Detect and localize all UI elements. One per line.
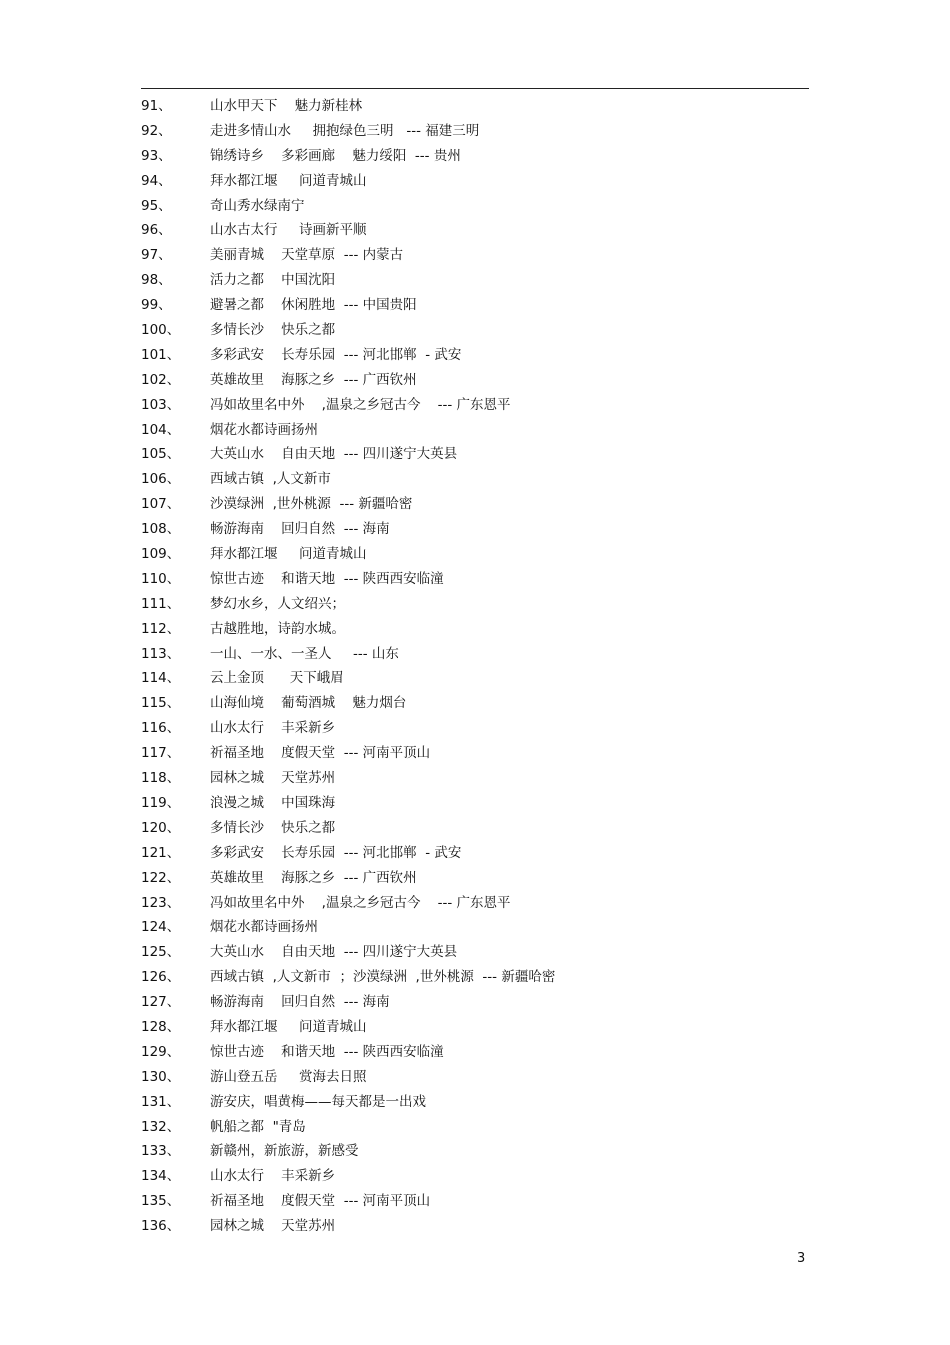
list-item [0, 1165, 950, 1190]
item-number: 127、 [141, 994, 181, 1011]
item-text: 冯如故里名中外 ,温泉之乡冠古今 --- 广东恩平 [210, 894, 511, 911]
item-number: 132、 [141, 1118, 181, 1135]
item-text: 多情长沙 快乐之都 [210, 819, 336, 836]
item-text: 祈福圣地 度假天堂 --- 河南平顶山 [210, 745, 431, 762]
list-item [0, 1066, 950, 1091]
list-item [0, 892, 950, 917]
item-number: 118、 [141, 770, 181, 787]
item-number: 92、 [141, 122, 172, 139]
item-text: 西域古镇 ,人文新市 [210, 471, 331, 488]
list-item [0, 618, 950, 643]
item-number: 136、 [141, 1218, 181, 1235]
item-text: 畅游海南 回归自然 --- 海南 [210, 521, 390, 538]
list-item [0, 991, 950, 1016]
item-text: 沙漠绿洲 ,世外桃源 --- 新疆哈密 [210, 496, 413, 513]
item-text: 游安庆，唱黄梅——每天都是一出戏 [210, 1093, 426, 1110]
item-number: 96、 [141, 222, 172, 239]
item-text: 避暑之都 休闲胜地 --- 中国贵阳 [210, 297, 417, 314]
item-number: 102、 [141, 371, 181, 388]
list-item [0, 867, 950, 892]
item-text: 西域古镇 ,人文新市 ；沙漠绿洲 ,世外桃源 --- 新疆哈密 [210, 969, 556, 986]
list-item [0, 1041, 950, 1066]
item-number: 109、 [141, 546, 181, 563]
list-item [0, 344, 950, 369]
list-item [0, 692, 950, 717]
list-item [0, 394, 950, 419]
list-item [0, 792, 950, 817]
list-item [0, 1215, 950, 1240]
list-item [0, 966, 950, 991]
list-item [0, 543, 950, 568]
item-text: 山水太行 丰采新乡 [210, 1168, 336, 1185]
list-item [0, 369, 950, 394]
list-item [0, 568, 950, 593]
item-text: 园林之城 天堂苏州 [210, 1218, 336, 1235]
list-item [0, 1190, 950, 1215]
item-number: 131、 [141, 1093, 181, 1110]
item-text: 新赣州，新旅游，新感受 [210, 1143, 359, 1160]
item-number: 130、 [141, 1068, 181, 1085]
list-item [0, 269, 950, 294]
item-text: 惊世古迹 和谐天地 --- 陕西西安临潼 [210, 570, 444, 587]
item-number: 100、 [141, 322, 181, 339]
item-text: 山水甲天下 魅力新桂林 [210, 98, 363, 114]
list-item [0, 419, 950, 444]
item-number: 113、 [141, 645, 181, 662]
item-text: 冯如故里名中外 ,温泉之乡冠古今 --- 广东恩平 [210, 396, 511, 413]
list-item [0, 593, 950, 618]
item-number: 94、 [141, 172, 172, 189]
item-number: 108、 [141, 521, 181, 538]
list-item [0, 195, 950, 220]
item-text: 游山登五岳 赏海去日照 [210, 1068, 367, 1085]
list-item [0, 294, 950, 319]
list-item [0, 916, 950, 941]
item-number: 126、 [141, 969, 181, 986]
item-text: 走进多情山水 拥抱绿色三明 --- 福建三明 [210, 122, 480, 139]
item-number: 95、 [141, 197, 172, 214]
list-item [0, 120, 950, 145]
item-number: 98、 [141, 272, 172, 289]
item-text: 英雄故里 海豚之乡 --- 广西钦州 [210, 371, 417, 388]
item-text: 一山、一水、一圣人 --- 山东 [210, 645, 399, 662]
list-item [0, 1091, 950, 1116]
list-item [0, 1116, 950, 1141]
list-item [0, 443, 950, 468]
item-number: 110、 [141, 570, 181, 587]
item-text: 大英山水 自由天地 --- 四川遂宁大英县 [210, 446, 458, 463]
list-item [0, 95, 950, 120]
item-number: 111、 [141, 595, 181, 612]
slogan-list [0, 95, 950, 1240]
item-text: 山水古太行 诗画新平顺 [210, 222, 367, 239]
item-number: 125、 [141, 944, 181, 961]
list-item [0, 244, 950, 269]
list-item [0, 170, 950, 195]
page-number: 3 [797, 1251, 806, 1266]
item-text: 大英山水 自由天地 --- 四川遂宁大英县 [210, 944, 458, 961]
list-item [0, 493, 950, 518]
item-text: 帆船之都 "青岛 [210, 1118, 306, 1135]
item-number: 134、 [141, 1168, 181, 1185]
item-text: 祈福圣地 度假天堂 --- 河南平顶山 [210, 1193, 431, 1210]
list-item [0, 643, 950, 668]
list-item [0, 941, 950, 966]
list-item [0, 767, 950, 792]
list-item [0, 319, 950, 344]
item-text: 浪漫之城 中国珠海 [210, 794, 336, 811]
item-text: 拜水都江堰 问道青城山 [210, 172, 367, 189]
item-text: 古越胜地，诗韵水城。 [210, 620, 345, 637]
item-number: 135、 [141, 1193, 181, 1210]
item-number: 105、 [141, 446, 181, 463]
item-text: 梦幻水乡，人文绍兴； [210, 595, 345, 612]
item-number: 133、 [141, 1143, 181, 1160]
item-text: 畅游海南 回归自然 --- 海南 [210, 994, 390, 1011]
item-number: 106、 [141, 471, 181, 488]
list-item [0, 742, 950, 767]
item-number: 91、 [141, 98, 172, 114]
list-item [0, 468, 950, 493]
item-text: 拜水都江堰 问道青城山 [210, 546, 367, 563]
item-text: 园林之城 天堂苏州 [210, 770, 336, 787]
list-item [0, 717, 950, 742]
item-text: 烟花水都诗画扬州 [210, 919, 318, 936]
item-text: 锦绣诗乡 多彩画廊 魅力绥阳 --- 贵州 [210, 147, 461, 164]
item-text: 奇山秀水绿南宁 [210, 197, 305, 214]
item-number: 103、 [141, 396, 181, 413]
item-text: 多彩武安 长寿乐园 --- 河北邯郸 - 武安 [210, 346, 462, 363]
item-number: 115、 [141, 695, 181, 712]
list-item [0, 1016, 950, 1041]
item-text: 惊世古迹 和谐天地 --- 陕西西安临潼 [210, 1043, 444, 1060]
item-text: 山海仙境 葡萄酒城 魅力烟台 [210, 695, 407, 712]
item-number: 123、 [141, 894, 181, 911]
item-number: 122、 [141, 869, 181, 886]
list-item [0, 219, 950, 244]
item-number: 128、 [141, 1018, 181, 1035]
item-number: 97、 [141, 247, 172, 264]
item-number: 120、 [141, 819, 181, 836]
header-rule [141, 88, 809, 89]
item-text: 烟花水都诗画扬州 [210, 421, 318, 438]
item-number: 93、 [141, 147, 172, 164]
list-item [0, 817, 950, 842]
item-number: 104、 [141, 421, 181, 438]
item-text: 拜水都江堰 问道青城山 [210, 1018, 367, 1035]
item-number: 107、 [141, 496, 181, 513]
item-number: 99、 [141, 297, 172, 314]
item-number: 114、 [141, 670, 181, 687]
list-item [0, 518, 950, 543]
item-text: 山水太行 丰采新乡 [210, 720, 336, 737]
list-item [0, 667, 950, 692]
item-number: 112、 [141, 620, 181, 637]
item-text: 美丽青城 天堂草原 --- 内蒙古 [210, 247, 404, 264]
item-number: 101、 [141, 346, 181, 363]
item-text: 英雄故里 海豚之乡 --- 广西钦州 [210, 869, 417, 886]
item-number: 119、 [141, 794, 181, 811]
item-number: 124、 [141, 919, 181, 936]
item-number: 116、 [141, 720, 181, 737]
item-text: 活力之都 中国沈阳 [210, 272, 336, 289]
item-number: 117、 [141, 745, 181, 762]
item-text: 云上金顶 天下峨眉 [210, 670, 344, 687]
list-item [0, 145, 950, 170]
item-text: 多彩武安 长寿乐园 --- 河北邯郸 - 武安 [210, 844, 462, 861]
item-text: 多情长沙 快乐之都 [210, 322, 336, 339]
item-number: 121、 [141, 844, 181, 861]
list-item [0, 842, 950, 867]
item-number: 129、 [141, 1043, 181, 1060]
list-item [0, 1140, 950, 1165]
